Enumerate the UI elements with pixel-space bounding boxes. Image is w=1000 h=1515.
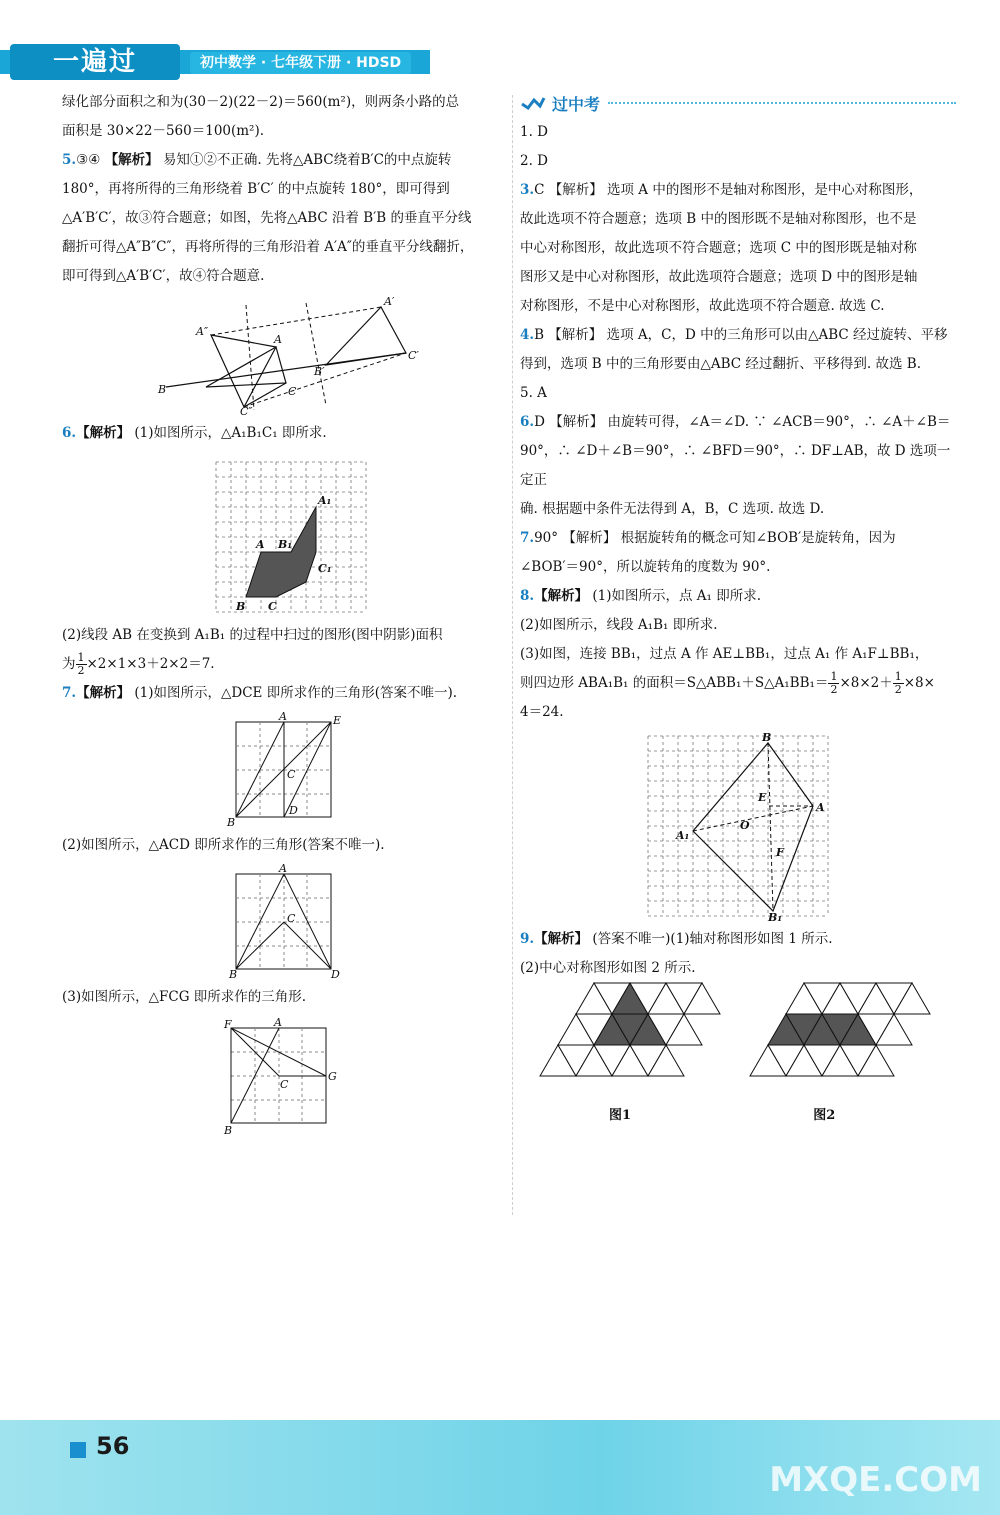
svg-text:A: A bbox=[274, 333, 282, 346]
q5-number: 5. bbox=[62, 152, 77, 168]
svg-text:A: A bbox=[256, 538, 265, 551]
svg-text:D: D bbox=[331, 968, 340, 981]
area-formula: 则四边形 ABA₁B₁ 的面积＝S△ABB₁＋S△A₁BB₁＝ $\frac{1}{2}$ ×8×2＋ $\frac{1}{2}$ ×8× bbox=[520, 670, 935, 696]
svg-text:A: A bbox=[274, 1016, 282, 1029]
q6-calc: 为 $\frac{1}{2}$ ×2×1×3＋2×2＝7. bbox=[62, 651, 215, 677]
answer-2: 2. D bbox=[520, 153, 548, 169]
book-subtitle: 初中数学 · 七年级下册 · HDSD bbox=[190, 52, 411, 74]
text-line: (3)如图所示，△FCG 即所求作的三角形. bbox=[62, 989, 307, 1005]
text-line: 易知①②不正确. 先将△ABC绕着B′C的中点旋转 bbox=[162, 152, 452, 168]
svg-text:C: C bbox=[280, 1078, 289, 1091]
q6-line bbox=[62, 419, 510, 448]
svg-text:B: B bbox=[236, 600, 246, 613]
section-rule bbox=[608, 102, 956, 104]
text-line: (1)如图所示，△DCE 即所求作的三角形(答案不唯一). bbox=[134, 685, 458, 701]
text-line: △A′B′C′，故③符合题意；如图，先将△ABC 沿着 B′B 的垂直平分线 bbox=[62, 210, 472, 226]
brand-logo: 一遍过 bbox=[10, 44, 180, 80]
q9-number: 9. bbox=[520, 931, 535, 947]
svg-text:A: A bbox=[816, 801, 825, 814]
text-line: C 【解析】 选项 A 中的图形不是轴对称图形，是中心对称图形， bbox=[534, 182, 923, 198]
triangle-abc bbox=[206, 347, 286, 387]
q5-answer: ③④ bbox=[76, 152, 101, 168]
fraction: $\frac{1}{2}$ bbox=[77, 651, 85, 677]
triangle-grid-figures bbox=[520, 983, 956, 1103]
svg-text:C: C bbox=[268, 600, 277, 613]
text-line: ∠BOB′＝90°，所以旋转角的度数为 90°. bbox=[520, 559, 771, 575]
text-line: 对称图形，不是中心对称图形，故此选项不符合题意. 故选 C. bbox=[520, 298, 885, 314]
figure-2-caption: 图2 bbox=[813, 1108, 836, 1123]
text-line: D 【解析】 由旋转可得，∠A＝∠D. ∵ ∠ACB＝90°，∴ ∠A＋∠B＝ bbox=[534, 414, 951, 430]
svg-text:A: A bbox=[279, 862, 287, 875]
text-line: 图形又是中心对称图形，故此选项符合题意；选项 D 中的图形是轴 bbox=[520, 269, 918, 285]
text-line: (2)线段 AB 在变换到 A₁B₁ 的过程中扫过的图形(图中阴影)面积 bbox=[62, 627, 443, 643]
svg-text:C₁: C₁ bbox=[318, 562, 332, 575]
svg-text:A′: A′ bbox=[384, 295, 395, 308]
text-line: 故此选项不符合题意；选项 B 中的图形既不是轴对称图形，也不是 bbox=[520, 211, 917, 227]
svg-text:C: C bbox=[287, 912, 296, 925]
text-line: (2)如图所示，△ACD 即所求作的三角形(答案不唯一). bbox=[62, 837, 385, 853]
text-line: (2)中心对称图形如图 2 所示. bbox=[520, 960, 696, 976]
svg-text:C: C bbox=[287, 768, 296, 781]
svg-text:B: B bbox=[762, 731, 772, 744]
text-line: 90° 【解析】 根据旋转角的概念可知∠BOB′是旋转角，因为 bbox=[534, 530, 896, 546]
text-line: 绿化部分面积之和为(30－2)(22－2)＝560(m²)，则两条小路的总 bbox=[62, 94, 460, 110]
text-line: (1)如图所示，△A₁B₁C₁ 即所求. bbox=[134, 425, 327, 441]
text-line: 翻折可得△A″B″C″，再将所得的三角形沿着 A′A″的垂直平分线翻折， bbox=[62, 239, 474, 255]
q9-tag: 【解析】 bbox=[534, 931, 589, 947]
svg-text:D: D bbox=[289, 804, 298, 817]
page-marker-icon bbox=[70, 1442, 86, 1458]
answer-1: 1. D bbox=[520, 124, 548, 140]
q7-number: 7. bbox=[520, 530, 535, 546]
text-line: (答案不唯一)(1)轴对称图形如图 1 所示. bbox=[592, 931, 833, 947]
left-column bbox=[62, 88, 510, 1140]
q7-figure-1 bbox=[221, 712, 351, 827]
svg-text:B: B bbox=[229, 968, 238, 981]
svg-text:A: A bbox=[279, 710, 287, 723]
svg-text:G: G bbox=[328, 1070, 337, 1083]
svg-text:C: C bbox=[288, 385, 297, 398]
q5-figure bbox=[156, 295, 419, 418]
q7-figure-3 bbox=[216, 1016, 356, 1136]
svg-text:B: B bbox=[224, 1124, 233, 1137]
q7-tag: 【解析】 bbox=[76, 685, 131, 701]
q3-number: 3. bbox=[520, 182, 535, 198]
svg-text:F: F bbox=[224, 1018, 232, 1031]
text-line: (2)如图所示，线段 A₁B₁ 即所求. bbox=[520, 617, 718, 633]
page-footer bbox=[0, 1420, 1000, 1515]
triangle-a1 bbox=[326, 307, 406, 365]
svg-text:O: O bbox=[740, 819, 750, 832]
shaded-region bbox=[246, 507, 316, 597]
page-header bbox=[0, 44, 1000, 80]
svg-text:F: F bbox=[776, 846, 784, 859]
fraction: $\frac{1}{2}$ bbox=[894, 670, 902, 696]
text-line: 面积是 30×22－560＝100(m²). bbox=[62, 123, 265, 139]
page-number: 56 bbox=[96, 1432, 130, 1460]
text-line: (3)如图，连接 BB₁，过点 A 作 AE⊥BB₁，过点 A₁ 作 A₁F⊥BB₁， bbox=[520, 646, 929, 662]
text-line: 中心对称图形，故此选项不符合题意；选项 C 中的图形既是轴对称 bbox=[520, 240, 917, 256]
q6-number: 6. bbox=[62, 425, 77, 441]
svg-text:C″: C″ bbox=[240, 405, 253, 418]
text-line: 90°，∴ ∠D＋∠B＝90°，∴ ∠BFD＝90°，∴ DF⊥AB，故 D 选项一定正 bbox=[520, 443, 951, 488]
svg-text:B₁: B₁ bbox=[768, 911, 783, 924]
text-line: 即可得到△A′B′C′，故④符合题意. bbox=[62, 268, 265, 284]
section-header bbox=[520, 88, 956, 118]
svg-text:C′: C′ bbox=[408, 349, 419, 362]
svg-text:B₁: B₁ bbox=[278, 538, 293, 551]
q6-tag: 【解析】 bbox=[76, 425, 131, 441]
text-line: 180°，再将所得的三角形绕着 B′C′ 的中点旋转 180°，即可得到 bbox=[62, 181, 450, 197]
text-line: 得到，选项 B 中的三角形要由△ABC 经过翻折、平移得到. 故选 B. bbox=[520, 356, 922, 372]
triangle-a2 bbox=[211, 335, 276, 407]
text-line: 4＝24. bbox=[520, 704, 564, 720]
section-title: 过中考 bbox=[552, 94, 601, 114]
q8-number: 8. bbox=[520, 588, 535, 604]
q5-line bbox=[62, 146, 510, 175]
svg-text:A″: A″ bbox=[196, 325, 209, 338]
svg-text:E: E bbox=[758, 791, 767, 804]
answer-5: 5. A bbox=[520, 385, 547, 401]
q7-line bbox=[62, 679, 510, 708]
q7-figure-2 bbox=[221, 864, 351, 979]
svg-text:A₁: A₁ bbox=[318, 494, 332, 507]
q5-tag: 【解析】 bbox=[104, 152, 159, 168]
text-line: B 【解析】 选项 A，C，D 中的三角形可以由△ABC 经过旋转、平移 bbox=[534, 327, 948, 343]
svg-text:E: E bbox=[333, 714, 342, 727]
watermark: MXQE.COM bbox=[769, 1460, 982, 1500]
q8-grid-figure bbox=[638, 731, 838, 924]
right-column bbox=[520, 88, 956, 1133]
svg-text:A₁: A₁ bbox=[676, 829, 690, 842]
fraction: $\frac{1}{2}$ bbox=[830, 670, 838, 696]
q8-tag: 【解析】 bbox=[534, 588, 589, 604]
svg-text:B′: B′ bbox=[314, 365, 325, 378]
svg-text:B: B bbox=[158, 383, 167, 396]
column-divider bbox=[512, 95, 513, 1215]
svg-text:B: B bbox=[227, 816, 236, 829]
q6-number: 6. bbox=[520, 414, 535, 430]
text-line: (1)如图所示，点 A₁ 即所求. bbox=[592, 588, 762, 604]
q6-grid-figure bbox=[206, 452, 366, 617]
section-icon bbox=[520, 96, 546, 110]
q7-number: 7. bbox=[62, 685, 77, 701]
q9-figures bbox=[520, 983, 956, 1133]
text-line: 确. 根据题中条件无法得到 A，B，C 选项. 故选 D. bbox=[520, 501, 825, 517]
q4-number: 4. bbox=[520, 327, 535, 343]
figure-1-caption: 图1 bbox=[608, 1108, 632, 1123]
